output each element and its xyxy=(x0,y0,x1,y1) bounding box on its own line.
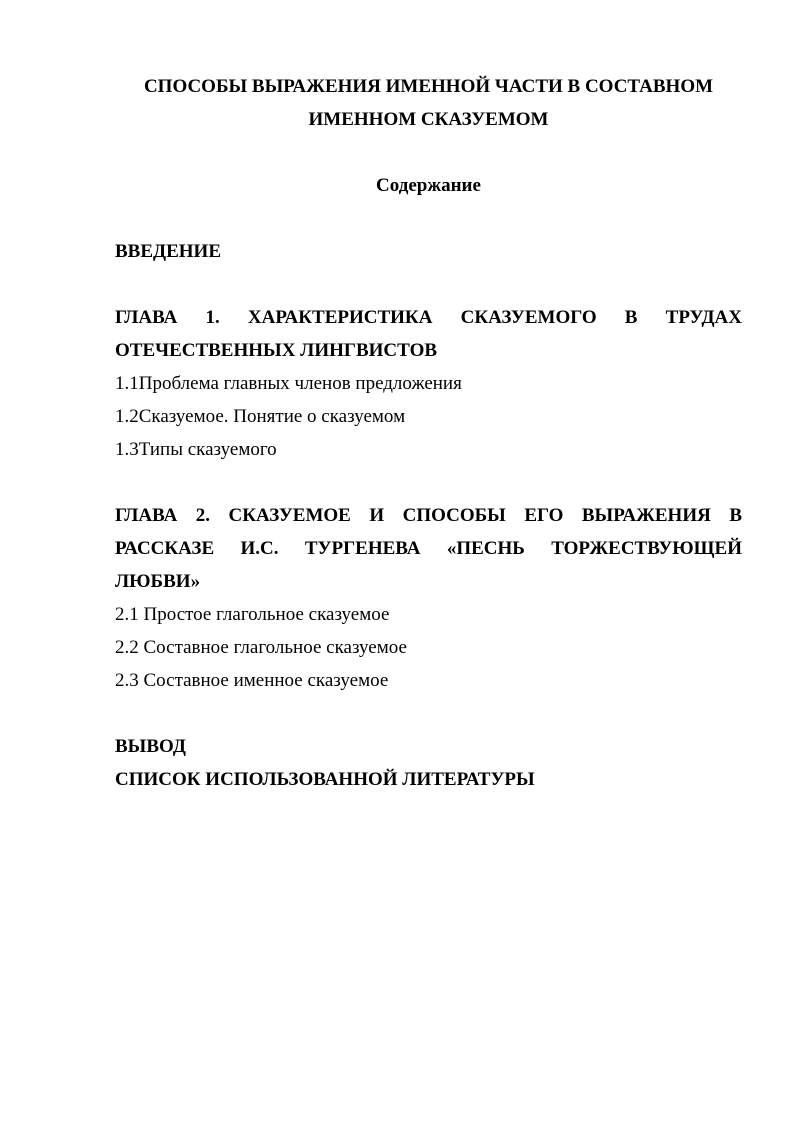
toc-entry-2-1: 2.1 Простое глагольное сказуемое xyxy=(115,604,390,625)
chapter2-title-line-2: РАССКАЗЕ И.С. ТУРГЕНЕВА «ПЕСНЬ ТОРЖЕСТВУЮЩЕЙ xyxy=(115,538,742,559)
toc-entry-2-2: 2.2 Составное глагольное сказуемое xyxy=(115,637,407,658)
toc-entry-1-3: 1.3Типы сказуемого xyxy=(115,439,277,460)
chapter1-title-line-2: ОТЕЧЕСТВЕННЫХ ЛИНГВИСТОВ xyxy=(115,340,438,361)
toc-entry-1-1: 1.1Проблема главных членов предложения xyxy=(115,373,462,394)
document-title-line-2: ИМЕННОМ СКАЗУЕМОМ xyxy=(308,109,549,130)
toc-section-closing xyxy=(115,730,742,796)
chapter2-title-line-3: ЛЮБВИ» xyxy=(115,571,201,592)
toc-entry-references: СПИСОК ИСПОЛЬЗОВАННОЙ ЛИТЕРАТУРЫ xyxy=(115,769,535,790)
document-title xyxy=(115,70,742,136)
document-title-line-1: СПОСОБЫ ВЫРАЖЕНИЯ ИМЕННОЙ ЧАСТИ В СОСТАВНОМ xyxy=(143,76,714,97)
toc-entry-2-3: 2.3 Составное именное сказуемое xyxy=(115,670,389,691)
toc-entry-introduction: ВВЕДЕНИЕ xyxy=(115,241,221,262)
chapter2-title-line-1: ГЛАВА 2. СКАЗУЕМОЕ И СПОСОБЫ ЕГО ВЫРАЖЕНИЯ В xyxy=(115,505,742,526)
toc-entry-conclusion: ВЫВОД xyxy=(115,736,186,757)
toc-entry-1-2: 1.2Сказуемое. Понятие о сказуемом xyxy=(115,406,406,427)
chapter1-title-line-1: ГЛАВА 1. ХАРАКТЕРИСТИКА СКАЗУЕМОГО В ТРУДАХ xyxy=(115,307,742,328)
toc-section-chapter2 xyxy=(115,499,742,697)
toc-section-chapter1 xyxy=(115,301,742,466)
toc-heading: Содержание xyxy=(376,175,481,196)
